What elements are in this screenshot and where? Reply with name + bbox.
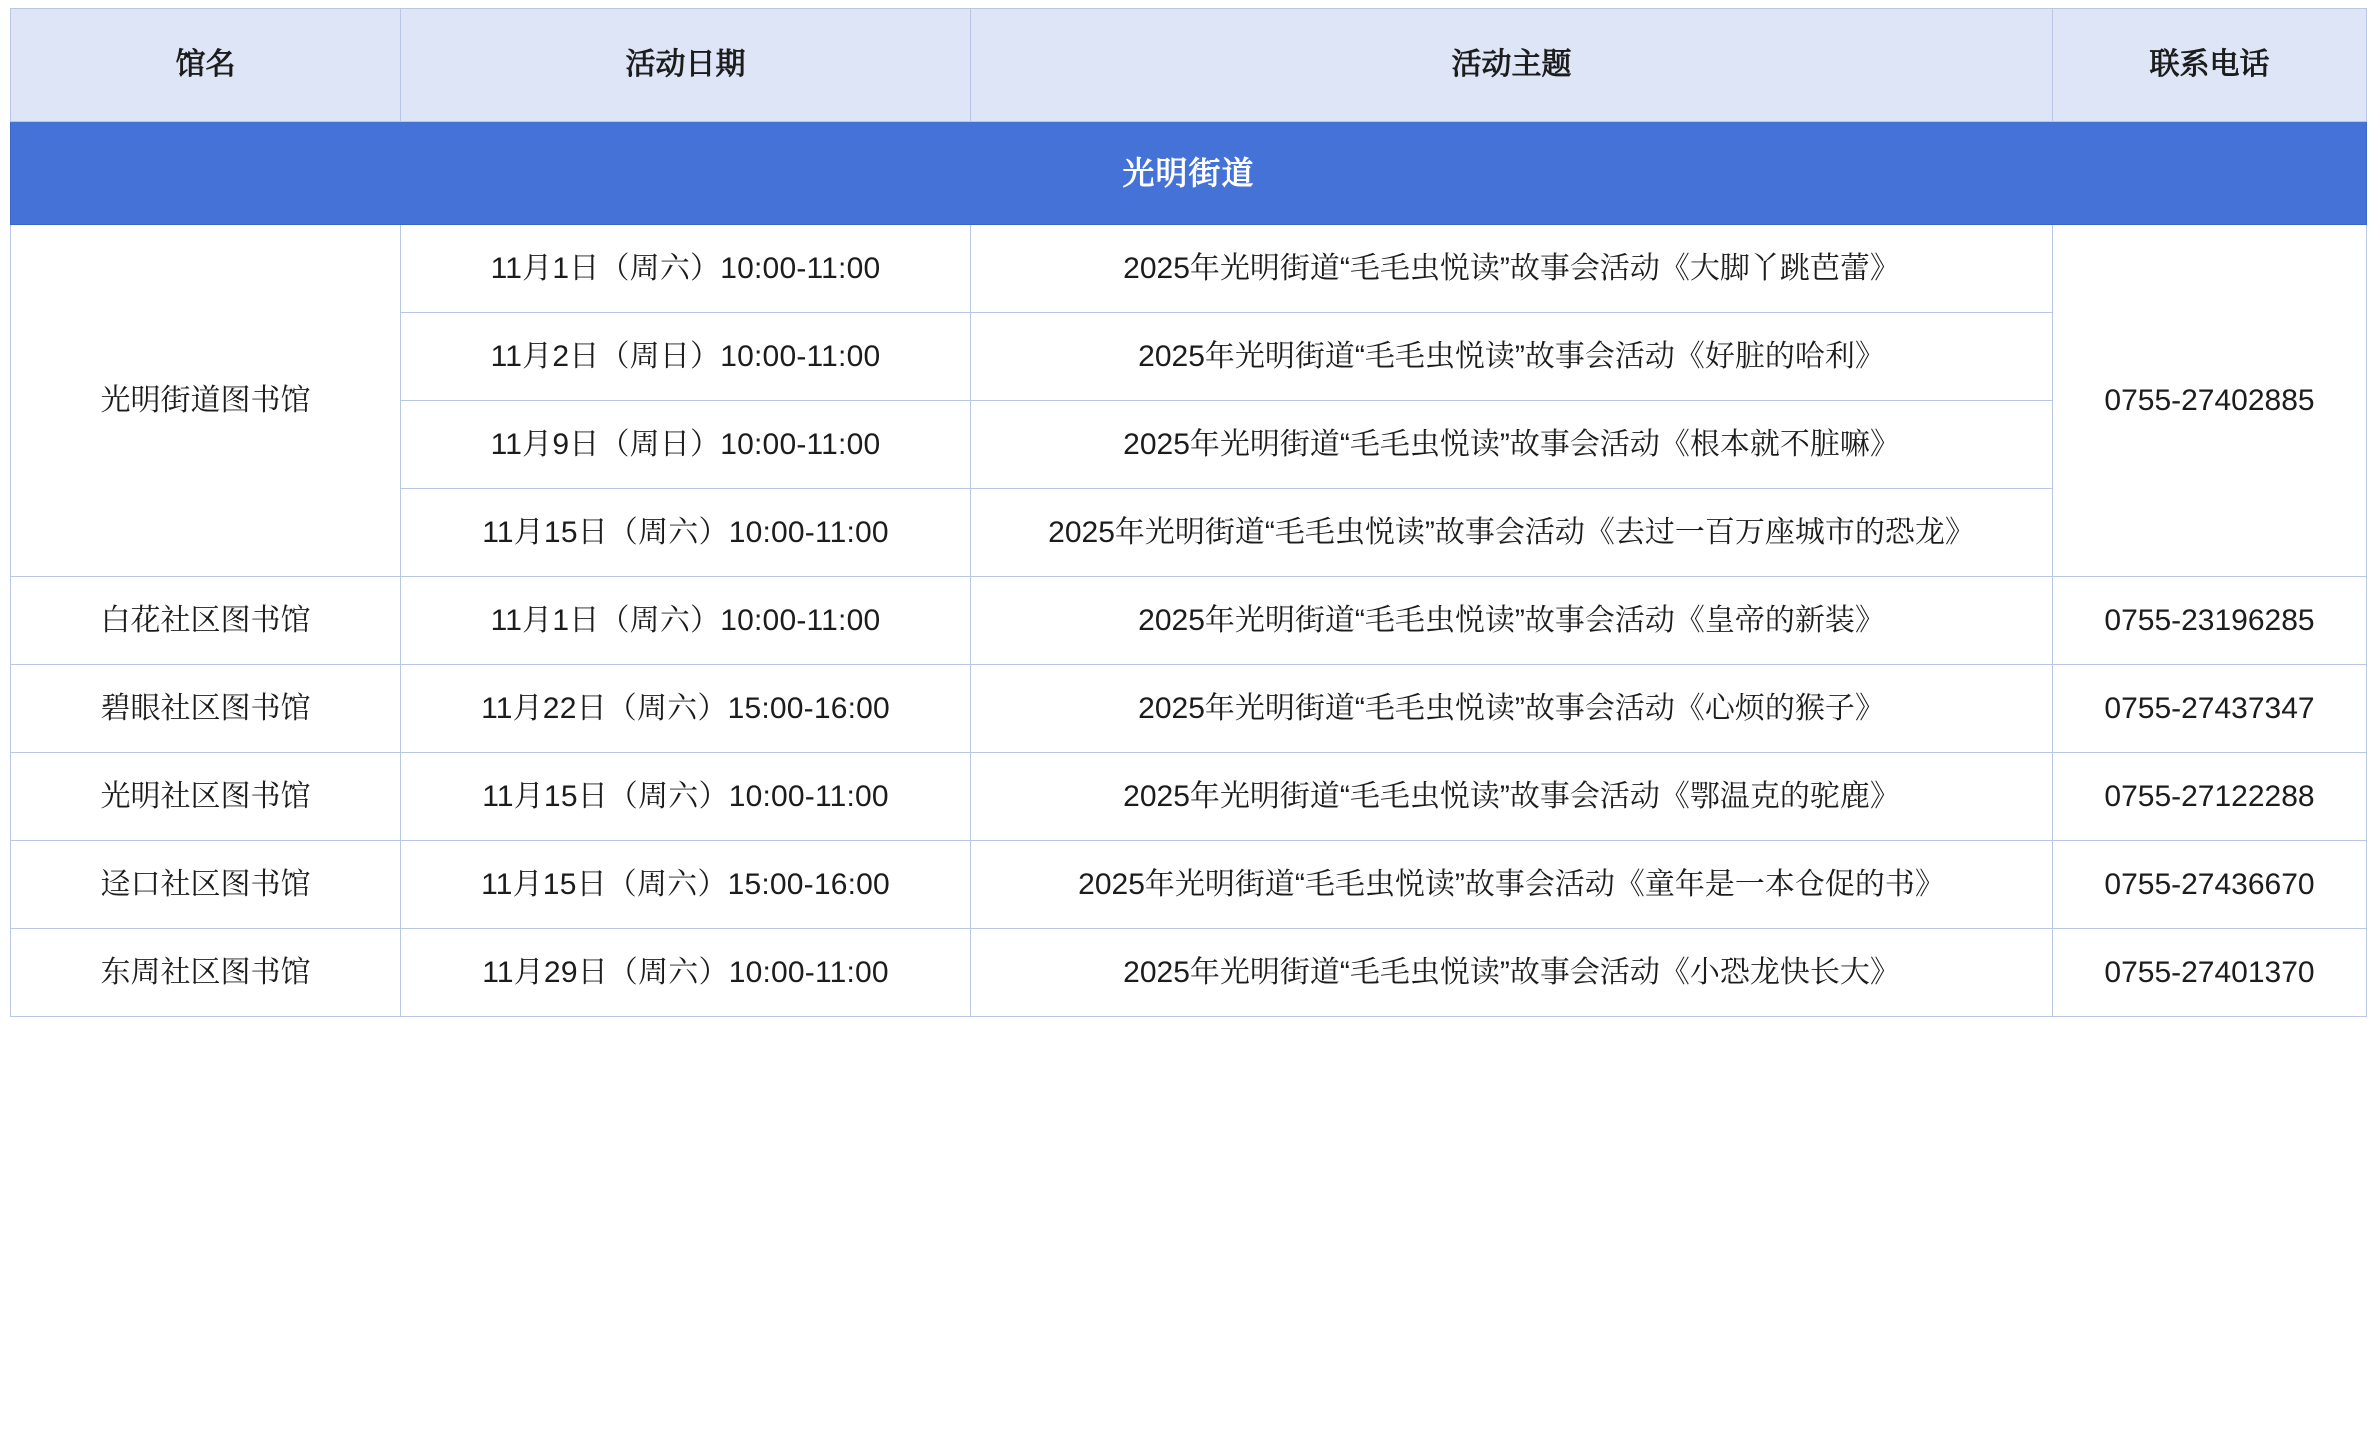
section-header-row [11, 122, 2367, 225]
venue-name: 光明街道图书馆 [11, 225, 401, 577]
activity-theme: 2025年光明街道“毛毛虫悦读”故事会活动《去过一百万座城市的恐龙》 [971, 489, 2053, 577]
activity-schedule-table [10, 8, 2367, 1017]
activity-date: 11月29日（周六）10:00-11:00 [401, 929, 971, 1017]
activity-theme: 2025年光明街道“毛毛虫悦读”故事会活动《皇帝的新装》 [971, 577, 2053, 665]
venue-name: 东周社区图书馆 [11, 929, 401, 1017]
contact-phone: 0755-27402885 [2053, 225, 2367, 577]
contact-phone: 0755-27436670 [2053, 841, 2367, 929]
table-row [11, 841, 2367, 929]
activity-date: 11月9日（周日）10:00-11:00 [401, 401, 971, 489]
column-header-theme: 活动主题 [971, 9, 2053, 122]
table-row [11, 929, 2367, 1017]
table-row [11, 577, 2367, 665]
activity-theme: 2025年光明街道“毛毛虫悦读”故事会活动《小恐龙快长大》 [971, 929, 2053, 1017]
activity-theme: 2025年光明街道“毛毛虫悦读”故事会活动《童年是一本仓促的书》 [971, 841, 2053, 929]
activity-date: 11月15日（周六）10:00-11:00 [401, 489, 971, 577]
contact-phone: 0755-27401370 [2053, 929, 2367, 1017]
contact-phone: 0755-27437347 [2053, 665, 2367, 753]
activity-date: 11月2日（周日）10:00-11:00 [401, 313, 971, 401]
venue-name: 碧眼社区图书馆 [11, 665, 401, 753]
table-row [11, 665, 2367, 753]
table-body [11, 122, 2367, 1017]
activity-theme: 2025年光明街道“毛毛虫悦读”故事会活动《大脚丫跳芭蕾》 [971, 225, 2053, 313]
table-row [11, 753, 2367, 841]
activity-date: 11月15日（周六）15:00-16:00 [401, 841, 971, 929]
column-header-venue: 馆名 [11, 9, 401, 122]
table-header [11, 9, 2367, 122]
activity-date: 11月22日（周六）15:00-16:00 [401, 665, 971, 753]
column-header-date: 活动日期 [401, 9, 971, 122]
contact-phone: 0755-23196285 [2053, 577, 2367, 665]
venue-name: 光明社区图书馆 [11, 753, 401, 841]
venue-name: 迳口社区图书馆 [11, 841, 401, 929]
activity-date: 11月15日（周六）10:00-11:00 [401, 753, 971, 841]
activity-date: 11月1日（周六）10:00-11:00 [401, 225, 971, 313]
activity-theme: 2025年光明街道“毛毛虫悦读”故事会活动《好脏的哈利》 [971, 313, 2053, 401]
activity-theme: 2025年光明街道“毛毛虫悦读”故事会活动《根本就不脏嘛》 [971, 401, 2053, 489]
activity-theme: 2025年光明街道“毛毛虫悦读”故事会活动《鄂温克的驼鹿》 [971, 753, 2053, 841]
table-row [11, 225, 2367, 313]
activity-date: 11月1日（周六）10:00-11:00 [401, 577, 971, 665]
contact-phone: 0755-27122288 [2053, 753, 2367, 841]
section-title: 光明街道 [11, 122, 2367, 225]
activity-theme: 2025年光明街道“毛毛虫悦读”故事会活动《心烦的猴子》 [971, 665, 2053, 753]
table-header-row [11, 9, 2367, 122]
venue-name: 白花社区图书馆 [11, 577, 401, 665]
column-header-phone: 联系电话 [2053, 9, 2367, 122]
